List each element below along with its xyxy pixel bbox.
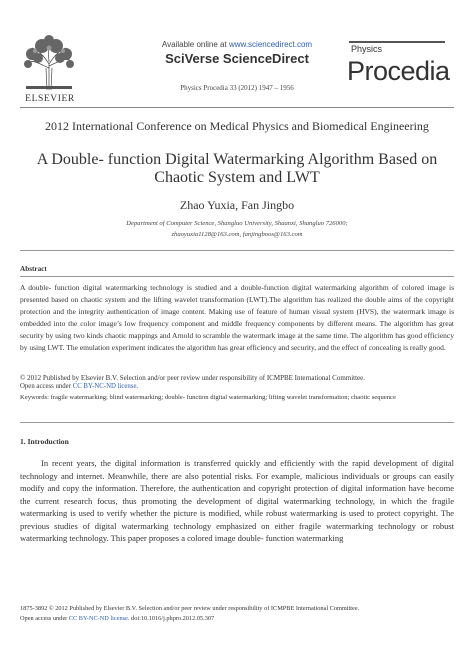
abstract-heading: Abstract [20,265,47,273]
author-affiliation [0,218,474,240]
sciverse-brand-a: SciVerse [165,51,223,66]
journal-citation: Physics Procedia 33 (2012) 1947 – 1956 [180,84,294,92]
abstract-divider [20,276,454,277]
available-prefix: Available online at [161,40,229,49]
abstract-body: A double- function digital watermarking technology is studied and a double-function digital watermarking algorithm of colored image is presented based on chaotic system and the lifting wavelet transformation (LWT).The algorithm has realized the double aims of the copyright protection and the integrity authentication of image content. Making use of feature of human visual system (HVS), the watermark image is embedded into the color image’s low frequency component and middle frequency components by different means. The algorithm has great security by using two kinds chaotic mappings and Arnold to scramble the watermark image at the same time. The algorithm has good efficiency by using LWT. The emulation experiment indicates the algorithm has great efficiency and security, and the effect of concealing is really good. [20,283,454,352]
header-divider [20,107,454,108]
footer-copyright: 1875-3892 © 2012 Published by Elsevier B.V. Selection and/or peer review under responsibility of ICMPBE International Committee. [20,605,360,612]
author-emails: zhaoyuxia1128@163.com, fanjingboos@163.com [171,231,303,238]
introduction-body: In recent years, the digital information is transferred quickly and efficiently with the rapid development of digital technology and internet. Meanwhile, there are also potential risks. For example, malicious individuals or groups can easily modify and copy the information. Therefore, the authentication and copyright protection of digital information have become the current research focus, thus promoting the development of digital watermarking technology, in which the fragile watermarking is used to verify whether the picture is modified, while robust watermarking is used to protect copyright. The previous studies of digital watermarking technology emphasized on either fragile watermarking technology or robust watermarking technology. This paper proposes a colored image double- function watermarking [20,458,454,543]
footer-license-link[interactable]: CC BY-NC-ND license. [68,615,130,622]
doi: doi:10.1016/j.phpro.2012.05.307 [129,615,215,622]
open-access-line [20,383,138,390]
journal-subject: Physics [351,44,383,54]
sciverse-brand-b: ScienceDirect [222,51,309,66]
affiliation-line: Department of Computer Science, Shangluo University, Shaanxi, Shangluo 726000; [126,220,348,227]
section-heading-introduction: 1. Introduction [20,437,69,446]
license-link[interactable]: CC BY-NC-ND license. [72,383,139,390]
paper-title: A Double- function Digital Watermarking Algorithm Based on Chaotic System and LWT [36,151,438,186]
conference-name: 2012 International Conference on Medical Physics and Biomedical Engineering [45,119,429,133]
keywords: Keywords: fragile watermarking; blind watermarking; double- function digital watermarking; lifting wavelet transformation; chaotic sequence [20,394,396,401]
journal-logo-bar [349,41,445,43]
publisher-name: ELSEVIER [25,94,75,104]
keywords-divider [20,422,454,423]
footer-license-line [20,615,214,622]
copyright-notice: © 2012 Published by Elsevier B.V. Selection and/or peer review under responsibility of ICMPBE International Committee. [20,374,366,382]
journal-name: Procedia [347,56,450,86]
footer-oa-prefix: Open access under [20,615,69,622]
open-access-prefix: Open access under [20,383,73,390]
title-divider [20,250,454,251]
paper-authors: Zhao Yuxia, Fan Jingbo [179,198,295,212]
sciencedirect-link[interactable]: www.sciencedirect.com [228,40,313,49]
